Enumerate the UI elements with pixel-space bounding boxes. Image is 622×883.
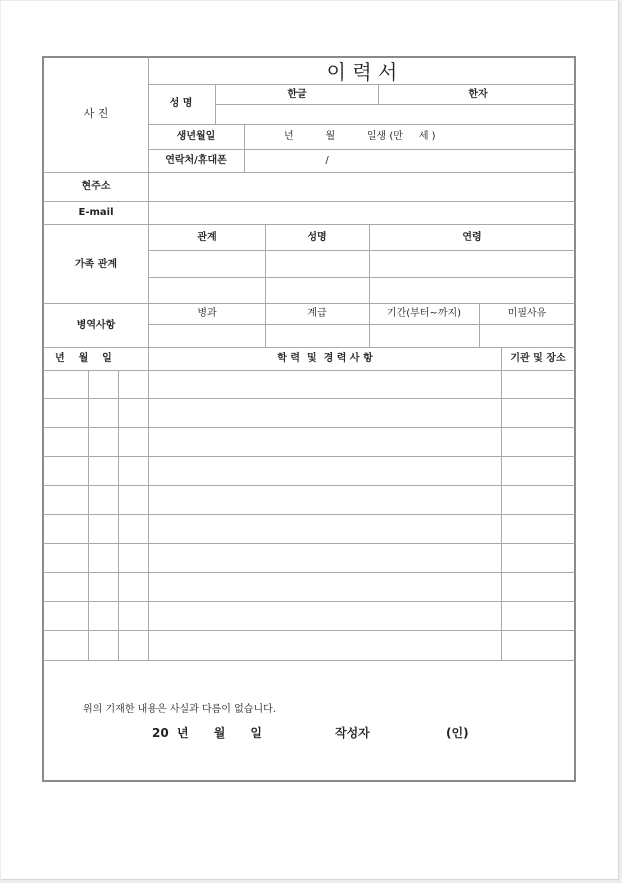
line-under-birth bbox=[149, 149, 575, 150]
photo-label: 사 진 bbox=[83, 107, 109, 120]
history-row-line bbox=[43, 572, 575, 573]
history-row-line bbox=[43, 456, 575, 457]
history-date-header: 년 월 일 bbox=[55, 353, 112, 364]
address-field[interactable] bbox=[150, 173, 574, 200]
military-header-branch: 병과 bbox=[197, 308, 217, 319]
military-header-exempt-reason: 미필사유 bbox=[507, 308, 547, 319]
history-org-header: 기관 및 장소 bbox=[510, 353, 566, 364]
history-row-line bbox=[43, 601, 575, 602]
history-row-line bbox=[43, 543, 575, 544]
birth-field[interactable]: 년 월 일생 (만 세 ) bbox=[284, 131, 436, 142]
line-under-email bbox=[43, 224, 575, 225]
family-label: 가족 관계 bbox=[74, 259, 118, 270]
history-row-line bbox=[43, 630, 575, 631]
family-header-relation: 관계 bbox=[197, 232, 217, 243]
line-birth-label bbox=[244, 125, 245, 172]
line-family-col1 bbox=[265, 225, 266, 303]
family-header-age: 연령 bbox=[462, 232, 482, 243]
line-military-col3 bbox=[479, 304, 480, 347]
history-row-line bbox=[43, 398, 575, 399]
name-label: 성 명 bbox=[169, 98, 193, 109]
line-label-column bbox=[148, 57, 149, 660]
resume-form bbox=[42, 56, 576, 782]
history-row-line bbox=[43, 485, 575, 486]
contact-field[interactable]: / bbox=[325, 155, 329, 166]
name-hanja-field[interactable] bbox=[379, 105, 575, 123]
line-history-month bbox=[118, 371, 119, 660]
address-label: 현주소 bbox=[81, 181, 111, 192]
line-military-col2 bbox=[369, 304, 370, 347]
line-family-col2 bbox=[369, 225, 370, 303]
line-family-row bbox=[149, 277, 575, 278]
line-under-history bbox=[43, 660, 575, 661]
history-row-line bbox=[43, 514, 575, 515]
footer-statement: 위의 기재한 내용은 사실과 다름이 없습니다. bbox=[83, 704, 276, 715]
contact-label: 연락처/휴대폰 bbox=[165, 155, 227, 166]
line-history-org bbox=[501, 348, 502, 660]
family-header-name: 성명 bbox=[307, 232, 327, 243]
history-row-line bbox=[43, 427, 575, 428]
name-hangul-field[interactable] bbox=[216, 105, 378, 123]
hanja-label: 한자 bbox=[468, 89, 488, 100]
line-history-header bbox=[43, 370, 575, 371]
military-header-rank: 계급 bbox=[307, 308, 327, 319]
military-header-period: 기간(부터~까지) bbox=[386, 308, 462, 319]
hangul-label: 한글 bbox=[287, 89, 307, 100]
military-label: 병역사항 bbox=[76, 320, 116, 331]
page-title: 이 력 서 bbox=[326, 60, 398, 84]
email-field[interactable] bbox=[150, 202, 574, 223]
seal-label: (인) bbox=[446, 726, 469, 740]
line-military-col1 bbox=[265, 304, 266, 347]
email-label: E-mail bbox=[78, 207, 114, 218]
line-hangul-hanja bbox=[378, 85, 379, 105]
line-under-title bbox=[149, 84, 575, 85]
line-under-name bbox=[149, 124, 575, 125]
footer-date: 20 년 월 일 bbox=[152, 726, 262, 740]
birth-label: 생년월일 bbox=[176, 131, 216, 142]
line-military-header bbox=[149, 324, 575, 325]
line-history-year bbox=[88, 371, 89, 660]
history-main-header: 학 력 및 경 력 사 항 bbox=[277, 353, 373, 364]
line-under-military bbox=[43, 347, 575, 348]
author-label: 작성자 bbox=[335, 726, 370, 740]
line-family-header bbox=[149, 250, 575, 251]
line-under-family bbox=[43, 303, 575, 304]
